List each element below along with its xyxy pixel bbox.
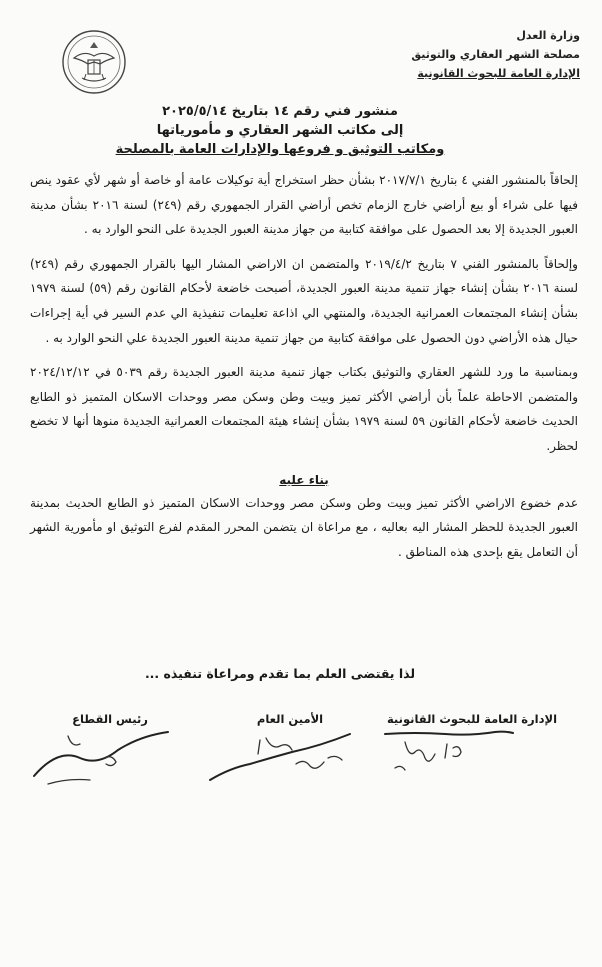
signatory-legal-research: الإدارة العامة للبحوث القانونية <box>386 712 558 726</box>
signature-sector-head <box>28 728 178 788</box>
signatory-secretary-general: الأمين العام <box>256 712 324 726</box>
circular-header <box>60 102 500 159</box>
paragraph-4: عدم خضوع الاراضي الأكثر تميز وبيت وطن وسكن مصر ووحدات الاسكان المتميز ذو الطابع الحديث بمدينة العبور الجديدة للحظر المشار اليه بعاليه ، مع مراعاة ان يتضمن المحرر المقدم لفرع التوثيق او مأمورية الشهر أن التعامل يقع بإحدى هذه المناطق . <box>30 495 578 559</box>
signature-secretary-general <box>200 728 380 788</box>
circular-number: منشور فني رقم ١٤ بتاريخ ٢٠٢٥/٥/١٤ <box>162 104 398 119</box>
paragraph-2: وإلحاقاً بالمنشور الفني ٧ بتاريخ ٢٠١٩/٤/٢ والمتضمن ان الاراضي المشار اليها بالقرار الجمهوري رقم (٢٤٩) لسنة ٢٠١٦ بشأن إنشاء جهاز تنمية مدينة العبور الجديدة، أصبحت خاضعة لأحكام القانون رقم (٥٩) لسنة ١٩٧٩ بشأن إنشاء المجتمعات العمرانية الجديدة، والمنتهي الي اذاعة تعليمات تنفيذية الي عدم السير في أية إجراءات حيال هذه الأراضي دون الحصول على موافقة كتابية من جهاز تنمية مدينة العبور الجديدة علي النحو الوارد به . <box>30 256 578 345</box>
subheading: بناء عليه <box>279 472 329 487</box>
eagle-emblem-icon <box>60 28 128 96</box>
paragraph-3: وبمناسبة ما ورد للشهر العقاري والتوثيق بكتاب جهاز تنمية مدينة العبور الجديدة رقم ٥٠٣٩ في ٢٠٢٤/١٢/١٢ والمتضمن الاحاطة علماً بأن أراضي الأكثر تميز وبيت وطن وسكن مصر ووحدات الاسكان المتميز ذو الطابع الحديث خاضعة لأحكام القانون ٥٩ لسنة ١٩٧٩ بشأن إنشاء هيئة المجتمعات العمرانية الجديدة منوها أنها لا تخضع لحظر. <box>30 365 578 453</box>
ministry-name: وزارة العدل <box>516 29 580 42</box>
signatory-sector-head: رئيس القطاع <box>72 712 148 726</box>
closing-line: لذا يقتضى العلم بما تقدم ومراعاة تنفيذه ... <box>144 666 416 681</box>
authority-name: مصلحة الشهر العقاري والتوثيق <box>411 48 580 61</box>
paragraph-1: إلحاقاً بالمنشور الفني ٤ بتاريخ ٢٠١٧/٧/١ بشأن حظر استخراج أية توكيلات عامة أو خاصة أو شهر لأي عقود ينص فيها على شراء أو بيع أراضي خارج الزمام تخص أراضي القرار الجمهوري رقم (٢٤٩) لسنة ٢٠١٦ بشأن مدينة العبور الجديدة إلا بعد الحصول على موافقة كتابية من جهاز مدينة العبور الجديدة على النحو الوارد به . <box>30 173 578 237</box>
department-name: الإدارة العامة للبحوث القانونية <box>417 67 580 80</box>
recipients-line-2: ومكاتب التوثيق و فروعها والإدارات العامة بالمصلحة <box>115 142 445 157</box>
letterhead <box>400 26 580 83</box>
circular-body <box>30 168 578 568</box>
recipients-line-1: إلى مكاتب الشهر العقاري و مأمورياتها <box>156 123 404 138</box>
signature-legal-research <box>375 728 525 776</box>
